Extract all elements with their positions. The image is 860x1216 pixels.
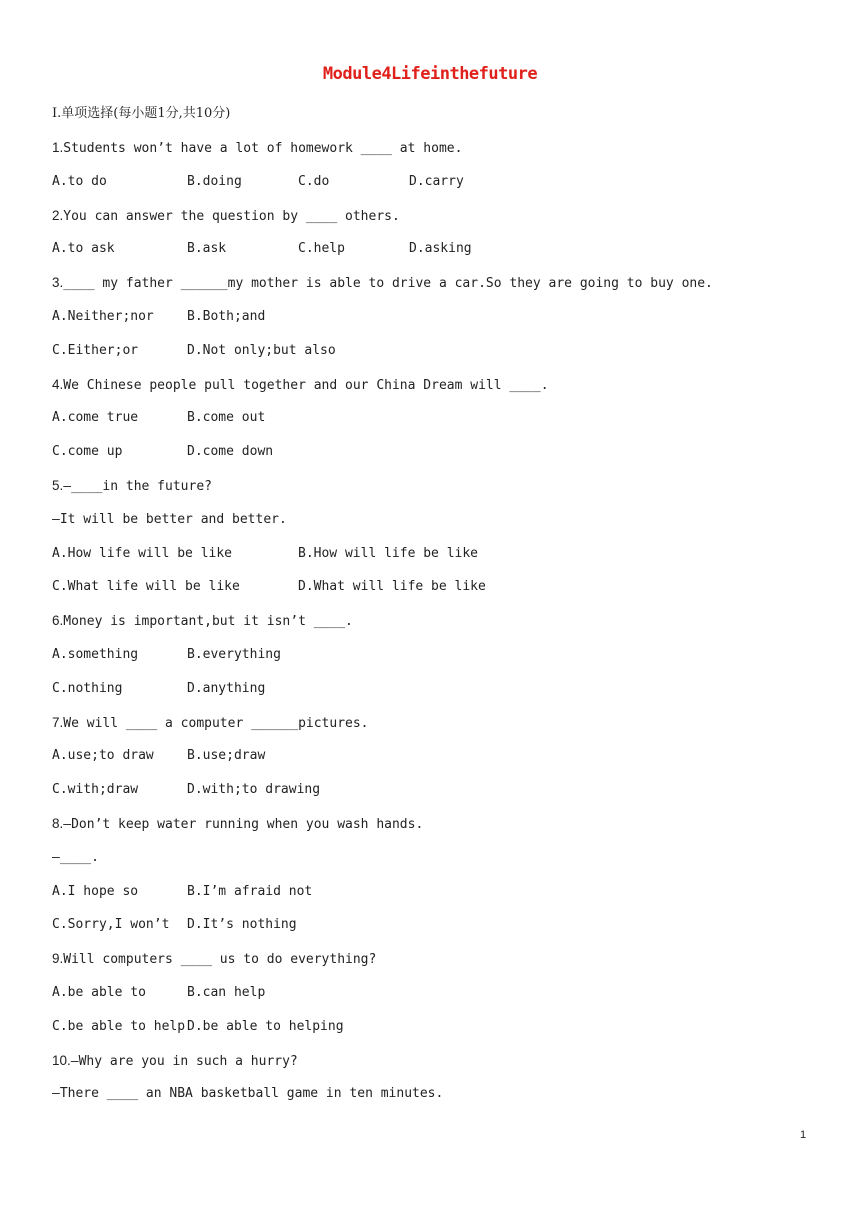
question-stem xyxy=(52,274,713,293)
answer-option: A.I hope so xyxy=(52,883,139,899)
answer-option: D.anything xyxy=(187,680,266,696)
question-stem xyxy=(52,207,400,226)
question-number: 8. xyxy=(52,816,64,831)
answer-option: B.Both;and xyxy=(187,309,266,324)
question-number: 5. xyxy=(52,478,64,493)
question-text: —____in the future? xyxy=(63,479,212,494)
answer-option: C.Sorry,I won’t xyxy=(52,917,170,933)
question-text: We Chinese people pull together and our China Dream will ____. xyxy=(63,377,549,393)
answer-option: B.I’m afraid not xyxy=(187,883,313,899)
page-number: 1 xyxy=(800,1129,807,1141)
question-stem xyxy=(52,714,369,733)
answer-option: B.everything xyxy=(187,647,281,662)
answer-option: D.come down xyxy=(187,444,274,460)
question-text: You can answer the question by ____ others. xyxy=(63,208,400,224)
answer-option: B.How will life be like xyxy=(298,545,479,561)
answer-option: A.to do xyxy=(52,173,107,189)
question-response-line: —It will be better and better. xyxy=(52,511,287,527)
question-response-line: —There ____ an NBA basketball game in ten minutes. xyxy=(52,1086,444,1102)
question-text: ____ my father ______my mother is able to drive a car.So they are going to buy one. xyxy=(63,276,713,292)
question-number: 6. xyxy=(52,613,64,629)
question-stem xyxy=(52,950,376,969)
answer-option: C.come up xyxy=(52,444,123,460)
question-stem xyxy=(52,612,353,631)
answer-option: A.something xyxy=(52,647,139,662)
question-text: —Don’t keep water running when you wash hands. xyxy=(63,817,424,832)
answer-option: B.use;draw xyxy=(187,748,266,764)
document-title: Module4Lifeinthefuture xyxy=(322,64,538,84)
answer-option: B.ask xyxy=(187,241,227,257)
question-stem xyxy=(52,139,462,158)
answer-option: B.come out xyxy=(187,410,266,426)
question-number: 3. xyxy=(52,275,64,291)
question-stem xyxy=(52,815,423,834)
question-text: Will computers ____ us to do everything? xyxy=(63,952,377,968)
question-text: We will ____ a computer ______pictures. xyxy=(63,715,369,731)
question-stem xyxy=(52,376,549,395)
answer-option: D.Not only;but also xyxy=(187,342,336,358)
answer-option: A.use;to draw xyxy=(52,748,154,764)
answer-option: A.to ask xyxy=(52,241,115,257)
question-number: 7. xyxy=(52,714,64,730)
answer-option: C.What life will be like xyxy=(52,579,240,595)
answer-option: B.doing xyxy=(187,173,242,189)
question-number: 1. xyxy=(52,140,64,155)
answer-option: D.asking xyxy=(409,241,472,257)
question-response-line: —____. xyxy=(52,849,99,865)
answer-option: C.with;draw xyxy=(52,782,139,798)
answer-option: D.carry xyxy=(409,173,464,189)
answer-option: D.It’s nothing xyxy=(187,917,297,933)
question-number: 9. xyxy=(52,951,64,967)
answer-option: D.with;to drawing xyxy=(187,782,321,798)
answer-option: B.can help xyxy=(187,985,266,1000)
answer-option: C.help xyxy=(298,241,345,257)
answer-option: C.be able to help xyxy=(52,1018,186,1034)
answer-option: C.Either;or xyxy=(52,342,139,358)
question-text: Students won’t have a lot of homework ____ at home. xyxy=(63,141,463,156)
question-text: Money is important,but it isn’t ____. xyxy=(63,614,353,630)
question-stem xyxy=(52,1052,298,1071)
question-number: 10. xyxy=(52,1052,71,1068)
answer-option: C.nothing xyxy=(52,680,123,696)
answer-option: A.be able to xyxy=(52,985,146,1000)
answer-option: A.Neither;nor xyxy=(52,309,154,324)
question-stem xyxy=(52,477,212,496)
question-number: 4. xyxy=(52,376,64,392)
answer-option: A.How life will be like xyxy=(52,545,233,561)
question-number: 2. xyxy=(52,207,64,223)
answer-option: D.What will life be like xyxy=(298,579,486,595)
answer-option: C.do xyxy=(298,173,330,189)
question-text: —Why are you in such a hurry? xyxy=(70,1053,298,1069)
section-header: Ⅰ.单项选择(每小题1分,共10分) xyxy=(52,106,231,121)
answer-option: D.be able to helping xyxy=(187,1018,344,1034)
answer-option: A.come true xyxy=(52,410,139,426)
